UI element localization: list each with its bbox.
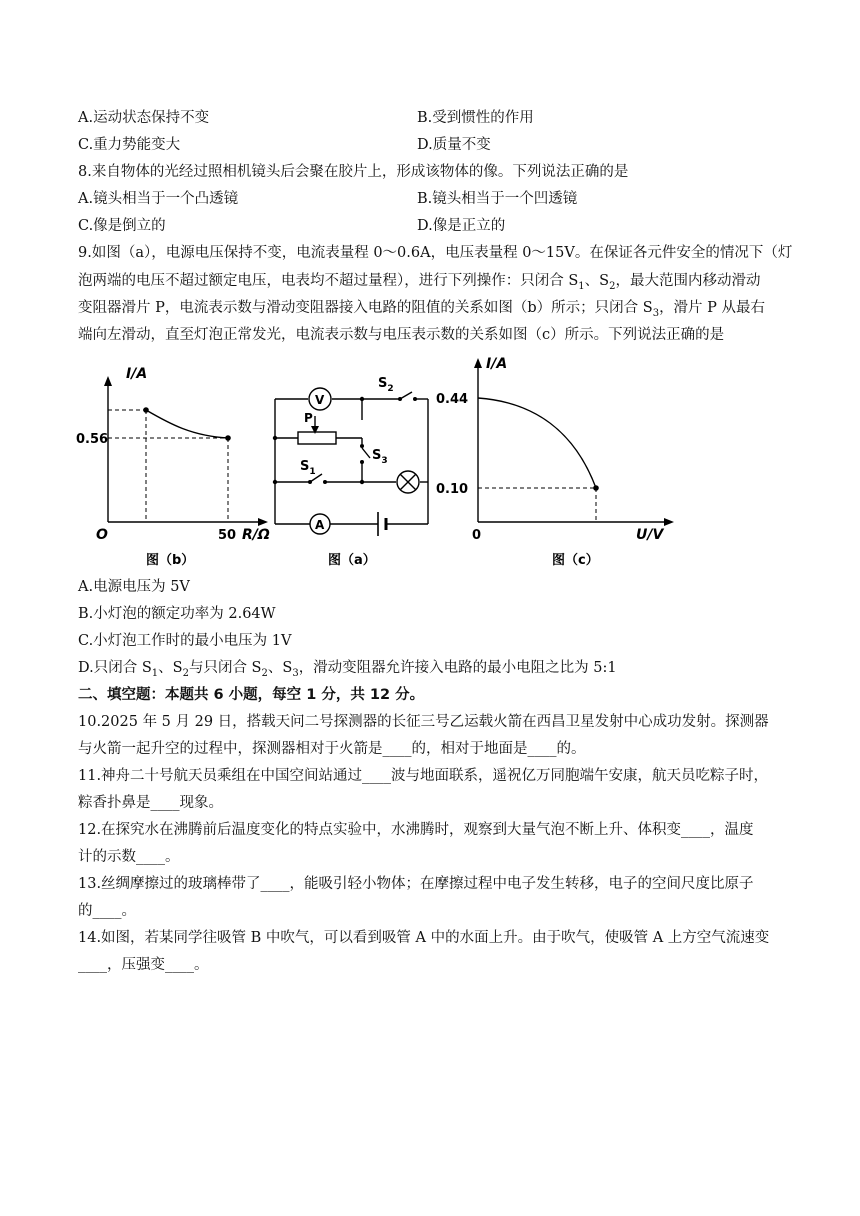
q10-line1: 10.2025 年 5 月 29 日，搭载天问二号探测器的长征三号乙运载火箭在西昌卫星发射中心成功发射。探测器	[78, 714, 769, 730]
q9-stem-line4: 端向左滑动，直至灯泡正常发光，电流表示数与电压表示数的关系如图（c）所示。下列说法正确的是	[78, 327, 725, 343]
figure-b-origin: O	[96, 527, 108, 543]
voltmeter-label: V	[315, 393, 325, 407]
figure-b-caption: 图（b）	[146, 553, 195, 568]
q8-option-b: B.镜头相当于一个凹透镜	[417, 191, 578, 207]
switch-s2-label: $S_2$	[378, 376, 394, 394]
q12-line1: 12.在探究水在沸腾前后温度变化的特点实验中，水沸腾时，观察到大量气泡不断上升、体积变____，温度	[78, 822, 754, 838]
figure-b-x-tick: 50	[218, 528, 237, 543]
q9-option-b: B.小灯泡的额定功率为 2.64W	[78, 606, 276, 622]
q9-option-d: D.只闭合 $S_1$、$S_2$与只闭合 $S_2$、$S_3$，滑动变阻器允许接入电路的最小电阻之比为 5:1	[78, 660, 617, 679]
slider-p-label: P	[304, 411, 313, 425]
section-heading-fill-in: 二、填空题：本题共 6 小题，每空 1 分，共 12 分。	[78, 687, 425, 703]
figure-b-y-axis-label: I/A	[126, 366, 148, 382]
switch-s3-label: $S_3$	[372, 448, 388, 466]
q12-line2: 计的示数____。	[78, 849, 180, 865]
figure-c-y-tick-bottom: 0.10	[436, 482, 469, 497]
figure-b-graph	[76, 366, 270, 568]
q9-figures	[76, 352, 720, 577]
q9-stem-line1: 9.如图（a），电源电压保持不变，电流表量程 0～0.6A，电压表量程 0～15V。在保证各元件安全的情况下（灯	[78, 245, 793, 261]
figure-c-x-axis-label: U/V	[636, 527, 664, 543]
q8-option-d: D.像是正立的	[417, 218, 506, 234]
q8-option-a: A.镜头相当于一个凸透镜	[78, 191, 239, 207]
q14-line2: ____，压强变____。	[78, 957, 209, 973]
q13-line2: 的____。	[78, 903, 136, 919]
q7-option-b: B.受到惯性的作用	[417, 110, 534, 126]
q8-stem: 8.来自物体的光经过照相机镜头后会聚在胶片上，形成该物体的像。下列说法正确的是	[78, 164, 629, 180]
q11-line2: 粽香扑鼻是____现象。	[78, 795, 223, 811]
figure-a-circuit	[275, 392, 428, 524]
figure-a-symbols	[273, 376, 419, 568]
q8-option-c: C.像是倒立的	[78, 218, 166, 234]
q13-line1: 13.丝绸摩擦过的玻璃棒带了____，能吸引轻小物体；在摩擦过程中电子发生转移，电子的空间尺度比原子	[78, 876, 754, 892]
q11-line1: 11.神舟二十号航天员乘组在中国空间站通过____波与地面联系，遥祝亿万同胞端午安康，航天员吃粽子时，	[78, 768, 769, 784]
figure-b-x-axis-label: R/Ω	[242, 527, 270, 543]
q7-option-c: C.重力势能变大	[78, 137, 181, 153]
figure-b-y-tick: 0.56	[76, 432, 109, 447]
figure-c-origin: 0	[472, 528, 482, 543]
q9-stem-line2: 泡两端的电压不超过额定电压，电表均不超过量程），进行下列操作：只闭合 $S_1$、$S_2$，最大范围内移动滑动	[78, 273, 761, 292]
q9-option-a: A.电源电压为 5V	[78, 579, 190, 595]
q9-stem-line3: 变阻器滑片 P，电流表示数与滑动变阻器接入电路的阻值的关系如图（b）所示；只闭合 $S_3$，滑片 P 从最右	[78, 300, 766, 319]
q9-option-c: C.小灯泡工作时的最小电压为 1V	[78, 633, 292, 649]
q7-option-a: A.运动状态保持不变	[78, 110, 210, 126]
switch-s1-label: $S_1$	[300, 459, 316, 477]
q14-line1: 14.如图，若某同学往吸管 B 中吹气，可以看到吸管 A 中的水面上升。由于吹气，使吸管 A 上方空气流速变	[78, 930, 770, 946]
figure-a-caption: 图（a）	[328, 553, 376, 568]
figure-c-y-axis-label: I/A	[486, 356, 508, 372]
figure-c-caption: 图（c）	[552, 553, 599, 568]
q10-line2: 与火箭一起升空的过程中，探测器相对于火箭是____的，相对于地面是____的。	[78, 741, 586, 757]
ammeter-label: A	[315, 518, 325, 532]
figure-c-graph	[436, 356, 674, 568]
figure-c-y-tick-top: 0.44	[436, 392, 469, 407]
q7-option-d: D.质量不变	[417, 137, 491, 153]
